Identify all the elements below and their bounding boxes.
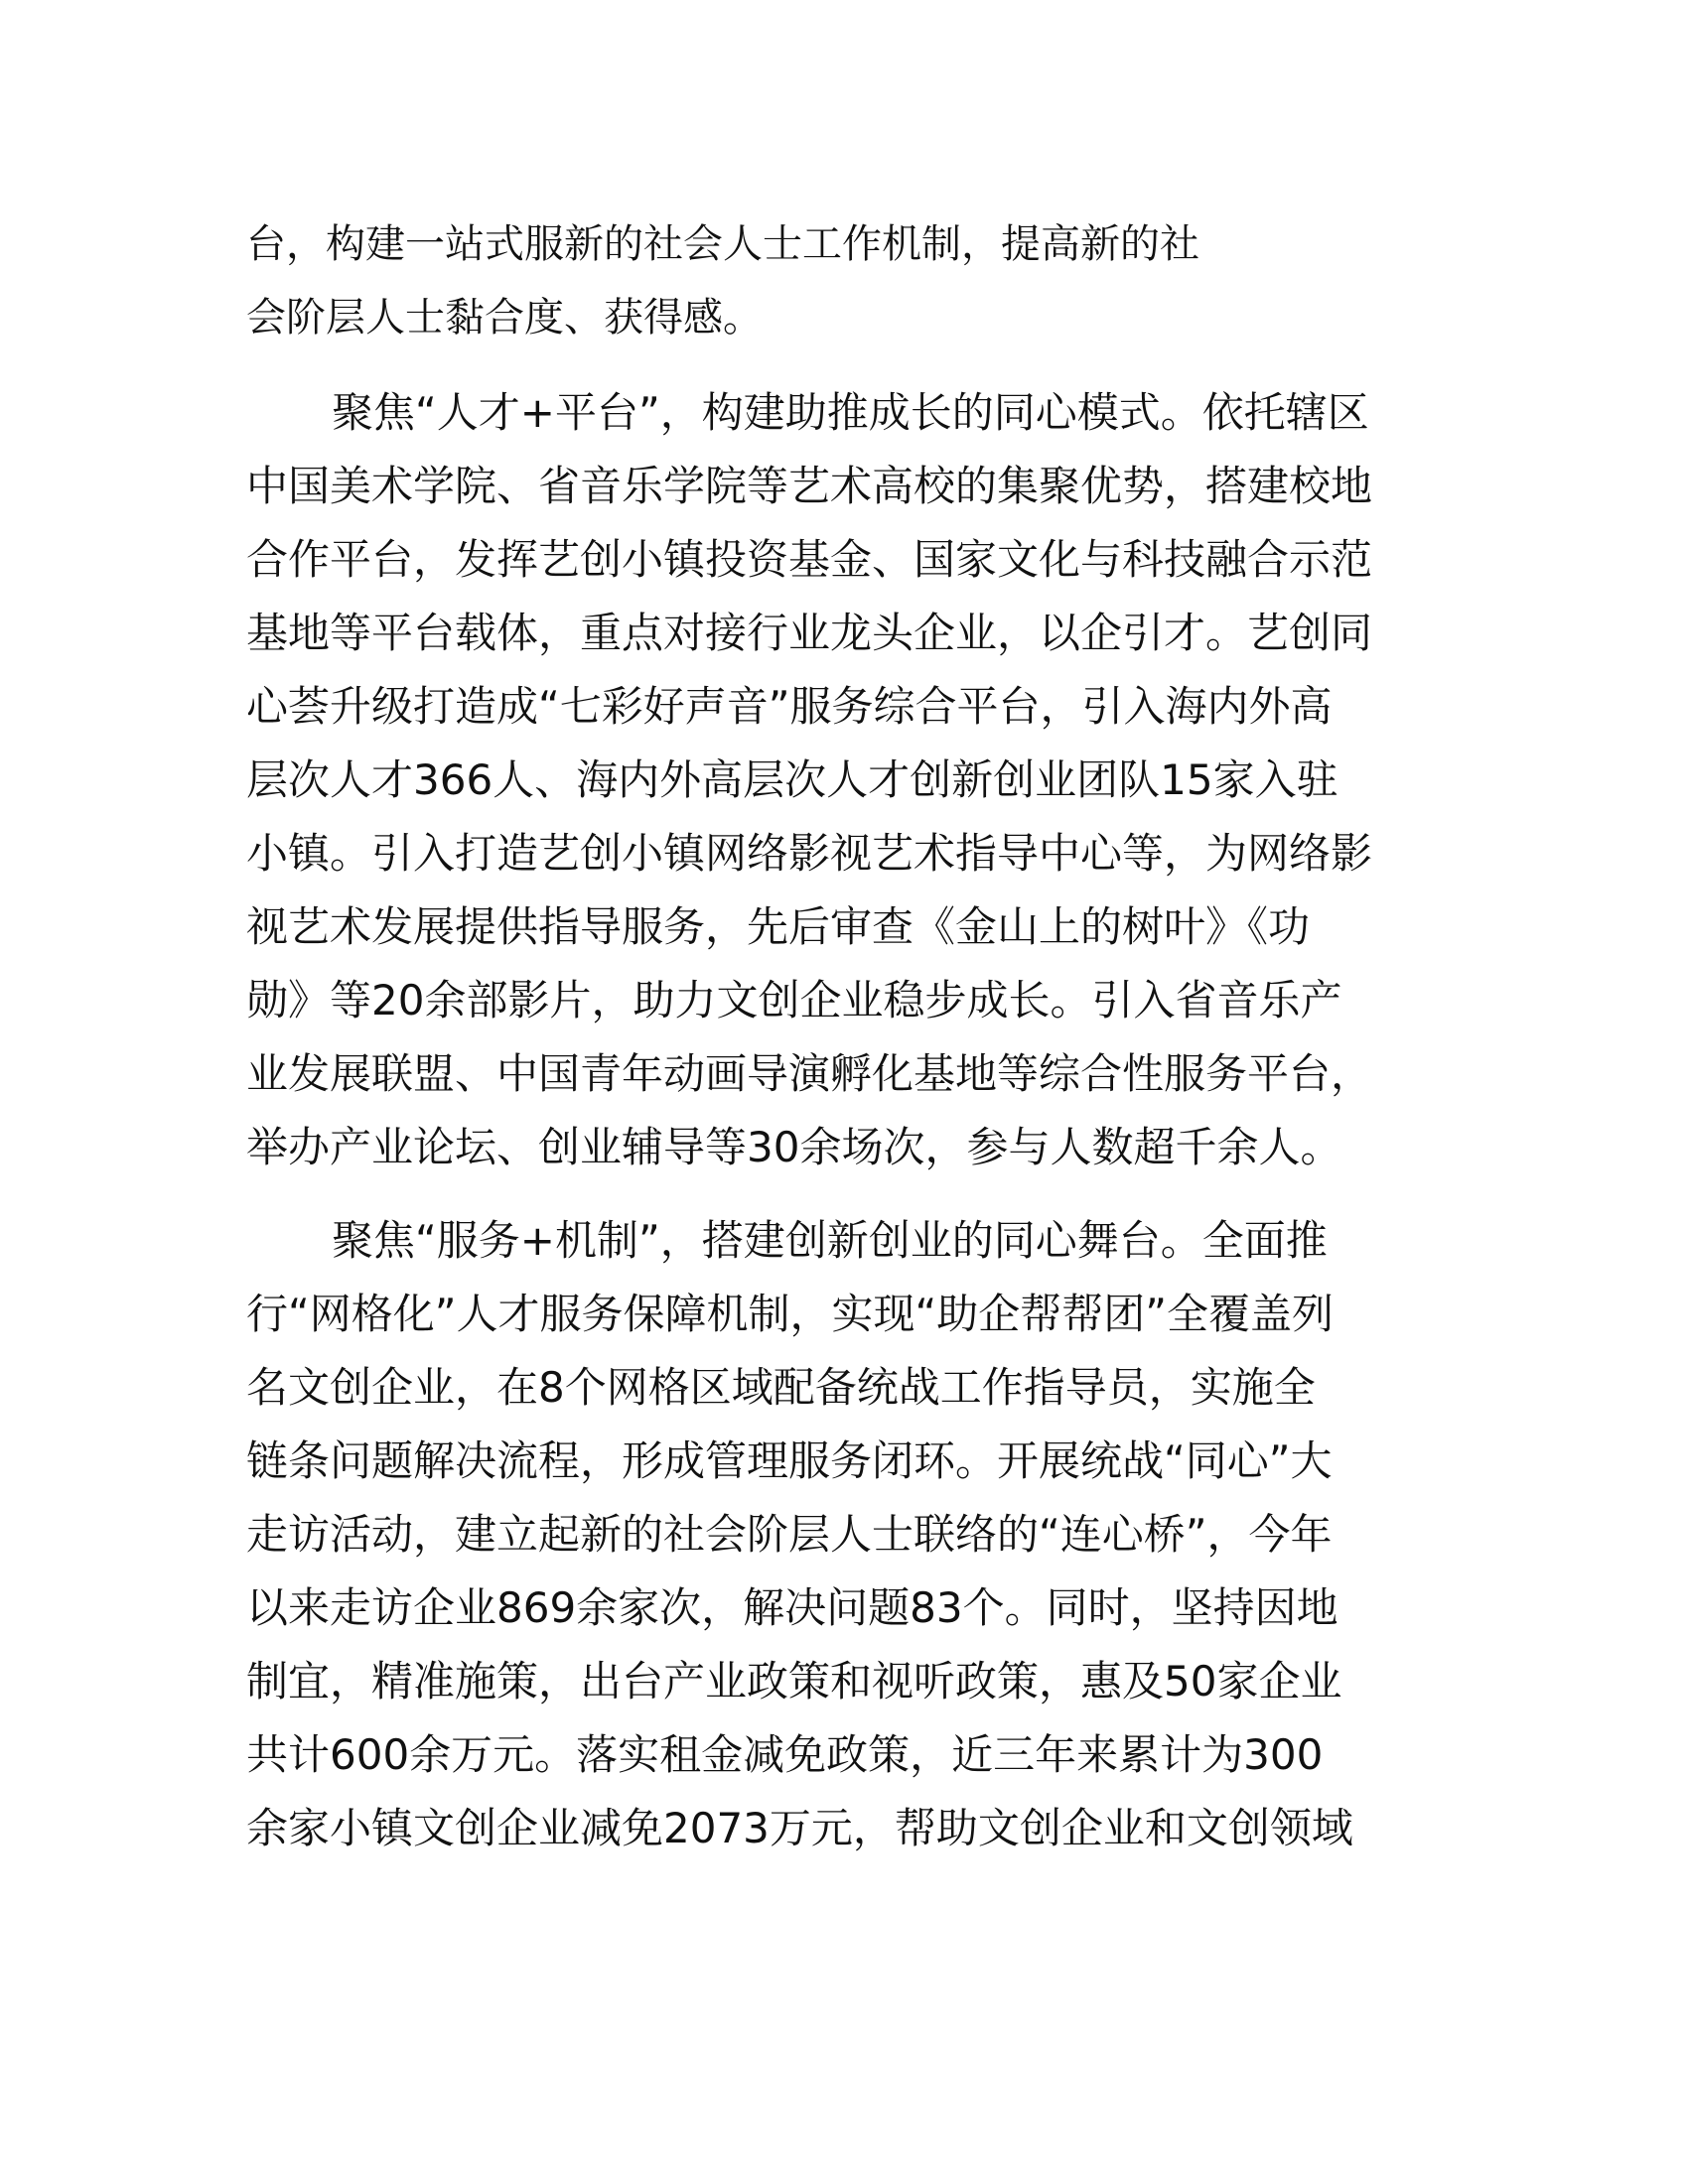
text-line: 举办产业论坛、创业辅导等30余场次，参与人数超千余人。 (246, 1123, 1342, 1171)
text-line: 台，构建一站式服新的社会人士工作机制，提高新的社 (246, 221, 1199, 267)
text-line: 会阶层人士黏合度、获得感。 (246, 295, 763, 341)
text-line: 业发展联盟、中国青年动画导演孵化基地等综合性服务平台， (246, 1049, 1373, 1098)
text-line: 心荟升级打造成“七彩好声音”服务综合平台，引入海内外高 (246, 682, 1333, 731)
text-line: 聚焦“人才+平台”，构建助推成长的同心模式。依托辖区 (332, 388, 1369, 437)
text-line: 小镇。引入打造艺创小镇网络影视艺术指导中心等，为网络影 (246, 829, 1373, 878)
text-line: 行“网格化”人才服务保障机制，实现“助企帮帮团”全覆盖列 (246, 1290, 1335, 1338)
text-line: 走访活动，建立起新的社会阶层人士联络的“连心桥”，今年 (246, 1510, 1333, 1559)
text-line: 勋》等20余部影片，助力文创企业稳步成长。引入省音乐产 (246, 976, 1342, 1024)
text-line: 视艺术发展提供指导服务，先后审查《金山上的树叶》《功 (246, 902, 1311, 951)
text-line: 链条问题解决流程，形成管理服务闭环。开展统战“同心”大 (246, 1436, 1333, 1485)
text-line: 制宜，精准施策，出台产业政策和视听政策，惠及50家企业 (246, 1657, 1342, 1706)
text-line: 聚焦“服务+机制”，搭建创新创业的同心舞台。全面推 (332, 1216, 1328, 1265)
text-line: 中国美术学院、省音乐学院等艺术高校的集聚优势，搭建校地 (246, 462, 1373, 510)
text-line: 余家小镇文创企业减免2073万元，帮助文创企业和文创领域 (246, 1804, 1353, 1852)
text-line: 层次人才366人、海内外高层次人才创新创业团队15家入驻 (246, 755, 1338, 804)
text-line: 名文创企业，在8个网格区域配备统战工作指导员，实施全 (246, 1363, 1316, 1412)
text-line: 基地等平台载体，重点对接行业龙头企业，以企引才。艺创同 (246, 609, 1373, 657)
text-line: 合作平台，发挥艺创小镇投资基金、国家文化与科技融合示范 (246, 535, 1373, 584)
text-line: 以来走访企业869余家次，解决问题83个。同时，坚持因地 (246, 1583, 1338, 1632)
text-line: 共计600余万元。落实租金减免政策，近三年来累计为300 (246, 1730, 1324, 1779)
